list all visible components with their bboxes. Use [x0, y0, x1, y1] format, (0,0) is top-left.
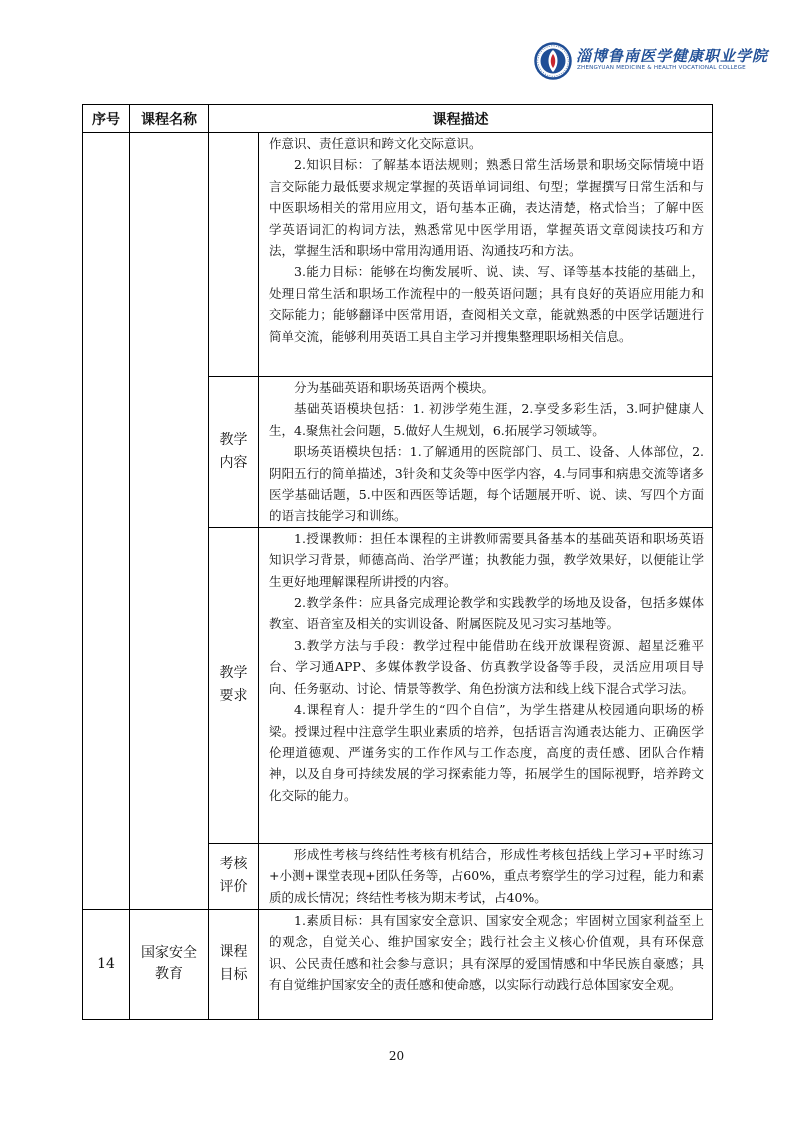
assessment-cell [259, 843, 713, 909]
school-name-en: ZHENGYUAN MEDICINE & HEALTH VOCATIONAL COLLEGE [577, 65, 746, 71]
course-name: 国家安全教育 [130, 909, 209, 1019]
goal-line: 2.知识目标：了解基本语法规则；熟悉日常生活场景和职场交际情境中语言交际能力最低要求规定掌握的英语单词词组、句型；掌握撰写日常生活和与中医职场相关的常用应用文，语句基本正确，表达清楚，格式恰当；了解中医学英语词汇的构词方法，熟悉常见中医学用语，掌握英语文章阅读技巧和方法，掌握生活和职场中常用沟通用语、沟通技巧和方法。 [269, 157, 704, 259]
requirement-line: 2.教学条件：应具备完成理论教学和实践教学的场地及设备，包括多媒体教室、语音室及相关的实训设备、附属医院及见习实习基地等。 [269, 595, 704, 632]
no-cell-cont [83, 133, 130, 910]
content-label: 教学内容 [209, 377, 259, 528]
page-number: 20 [388, 1049, 405, 1063]
course-table [82, 104, 713, 1020]
requirements-cell [259, 527, 713, 843]
content-line: 职场英语模块包括：1.了解通用的医院部门、员工、设备、人体部位，2.阴阳五行的简单描述，3针灸和艾灸等中医学内容，4.与同事和病患交流等诸多医学基础话题，5.中医和西医等话题，每个话题展开听、说、读、写四个方面的语言技能学习和训练。 [269, 444, 704, 524]
table-row-14 [83, 909, 713, 1019]
header-no: 序号 [83, 105, 130, 133]
requirement-line: 4.课程育人：提升学生的“四个自信”，为学生搭建从校园通向职场的桥梁。授课过程中注意学生职业素质的培养，包括语言沟通表达能力、正确医学伦理道德观、严谨务实的工作作风与工作态度，高度的责任感、团队合作精神，以及自身可持续发展的学习探索能力等，拓展学生的国际视野，培养跨文化交际的能力。 [269, 702, 704, 803]
header-desc: 课程描述 [209, 105, 713, 133]
goals-cont-cell [259, 133, 713, 377]
content-cell [259, 377, 713, 528]
content-line: 分为基础英语和职场英语两个模块。 [294, 380, 495, 395]
college-emblem-icon [534, 42, 572, 80]
sub-label-empty [209, 133, 259, 377]
row14-goals-cell [259, 909, 713, 1019]
row-number: 14 [83, 909, 130, 1019]
requirement-label: 教学要求 [209, 527, 259, 843]
goal-line: 3.能力目标：能够在均衡发展听、说、读、写、译等基本技能的基础上，处理日常生活和职场工作流程中的一般英语问题；具有良好的英语应用能力和交际能力；能够翻译中医常用语，查阅相关文章，能就熟悉的中医学话题进行简单交流，能够利用英语工具自主学习并搜集整理职场相关信息。 [269, 264, 704, 344]
header-course: 课程名称 [130, 105, 209, 133]
goal-label: 课程目标 [209, 909, 259, 1019]
college-logo [534, 42, 769, 82]
row14-goal-text: 1.素质目标：具有国家安全意识、国家安全观念；牢固树立国家利益至上的观念，自觉关心、维护国家安全；践行社会主义核心价值观，具有环保意识、公民责任感和社会参与意识；具有深厚的爱国情感和中华民族自豪感；具有自觉维护国家安全的责任感和使命感，以实际行动践行总体国家安全观。 [269, 912, 704, 993]
content-line: 基础英语模块包括：1. 初涉学苑生涯，2.享受多彩生活，3.呵护健康人生，4.聚焦社会问题，5.做好人生规划，6.拓展学习领域等。 [269, 401, 704, 438]
assessment-label: 考核评价 [209, 843, 259, 909]
requirement-line: 3.教学方法与手段：教学过程中能借助在线开放课程资源、超星泛雅平台、学习通APP、多媒体教学设备、仿真教学设备等手段，灵活应用项目导向、任务驱动、讨论、情景等教学、角色扮演方法和线上线下混合式学习法。 [269, 637, 704, 696]
requirement-line: 1.授课教师：担任本课程的主讲教师需要具备基本的基础英语和职场英语知识学习背景，师德高尚、治学严谨；执教能力强，教学效果好，以便能让学生更好地理解课程所讲授的内容。 [269, 530, 704, 589]
goal-line: 作意识、责任意识和跨文化交际意识。 [269, 136, 482, 151]
school-name: 淄博鲁南医学健康职业学院 [576, 47, 769, 65]
course-cell-cont [130, 133, 209, 910]
table-row-goals-cont [83, 133, 713, 377]
table-header-row [83, 105, 713, 133]
assessment-text: 形成性考核与终结性考核有机结合，形成性考核包括线上学习+平时练习+小测+课堂表现+团队任务等，占60%，重点考察学生的学习过程，能力和素质的成长情况；终结性考核为期末考试，占40%。 [269, 846, 704, 905]
